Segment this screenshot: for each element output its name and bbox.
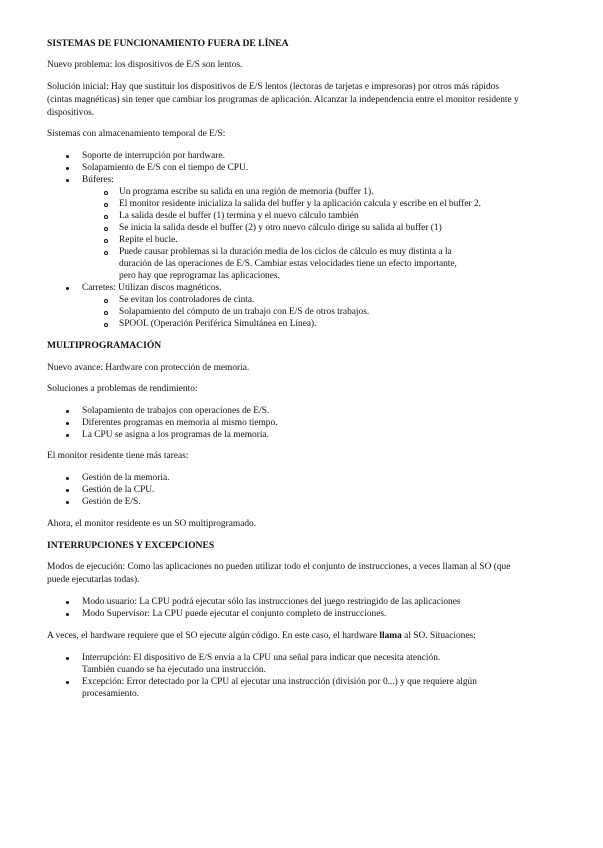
section-title-multiprogramming: MULTIPROGRAMACIÓN: [47, 340, 162, 351]
list-item: La CPU se asigna a los programas de la memoria.: [82, 430, 269, 440]
sub-bullet-circle: [104, 227, 108, 231]
list-item: Soporte de interrupción por hardware.: [82, 151, 225, 161]
bullet-dot: [66, 422, 69, 425]
list-item: Diferentes programas en memoria al mismo tiempo.: [82, 418, 278, 428]
bullet-dot: [66, 287, 69, 290]
list-item: Interrupción: El dispositivo de E/S envía a la CPU una señal para indicar que necesita atención.: [82, 653, 441, 663]
paragraph: Sistemas con almacenamiento temporal de E/S:: [47, 129, 226, 139]
list-item: Modo Supervisor: La CPU puede ejecutar el conjunto completo de instrucciones.: [82, 609, 387, 619]
emphasis-text: llama: [379, 631, 402, 641]
sub-list-item: Puede causar problemas si la duración media de los ciclos de cálculo es muy distinta a la: [119, 247, 452, 257]
bullet-dot: [66, 501, 69, 504]
bullet-dot: [66, 681, 69, 684]
bullet-dot: [66, 155, 69, 158]
bullet-dot: [66, 410, 69, 413]
sub-list-item: Se inicia la salida desde el buffer (2) y otro nuevo cálculo dirige su salida al buffer (1): [119, 223, 442, 233]
sub-bullet-circle: [104, 203, 108, 207]
bullet-dot: [66, 477, 69, 480]
sub-bullet-circle: [104, 299, 108, 303]
sub-list-item: Solapamiento del cómputo de un trabajo con E/S de otros trabajos.: [119, 307, 370, 317]
sub-bullet-circle: [104, 239, 108, 243]
list-item: Búferes:: [82, 175, 114, 185]
sub-list-item: SPOOL (Operación Periférica Simultánea en Línea).: [119, 319, 317, 329]
paragraph: El monitor residente tiene más tareas:: [47, 451, 189, 461]
sub-bullet-circle: [104, 191, 108, 195]
sub-list-item: Repite el bucle.: [119, 235, 178, 245]
bullet-dot: [66, 489, 69, 492]
sub-list-item: El monitor residente inicializa la salida del buffer y la aplicación calcula y escribe en el buffer 2.: [119, 199, 481, 209]
section-title-interrupts: INTERRUPCIONES Y EXCEPCIONES: [47, 540, 215, 551]
list-item: Gestión de E/S.: [82, 497, 141, 507]
bullet-dot: [66, 434, 69, 437]
sub-list-item: Un programa escribe su salida en una región de memoria (buffer 1).: [119, 187, 374, 197]
paragraph: Soluciones a problemas de rendimiento:: [47, 384, 198, 394]
list-item: Solapamiento de trabajos con operaciones de E/S.: [82, 406, 270, 416]
paragraph-text: A veces, el hardware requiere que el SO ejecute algún código. En este caso, el hardware: [47, 631, 380, 641]
paragraph-line: dispositivos.: [47, 108, 95, 118]
sub-bullet-circle: [104, 323, 108, 327]
paragraph: Nuevo avance: Hardware con protección de memoria.: [47, 363, 250, 373]
sub-list-item-continuation: duración de las operaciones de E/S. Cambiar estas velocidades tiene un efecto importante,: [119, 259, 457, 269]
bullet-dot: [66, 167, 69, 170]
bullet-dot: [66, 613, 69, 616]
sub-list-item-continuation: pero hay que reprogramar las aplicaciones.: [119, 271, 280, 281]
bullet-dot: [66, 657, 69, 660]
list-item: Solapamiento de E/S con el tiempo de CPU.: [82, 163, 249, 173]
paragraph: Nuevo problema: los dispositivos de E/S son lentos.: [47, 60, 243, 70]
bullet-dot: [66, 179, 69, 182]
paragraph-text: al SO. Situaciones:: [401, 631, 476, 641]
paragraph: [47, 630, 567, 642]
sub-bullet-circle: [104, 311, 108, 315]
list-item-continuation: procesamiento.: [82, 689, 140, 699]
list-item: Carretes: Utilizan discos magnéticos.: [82, 283, 222, 293]
section-title-offline: SISTEMAS DE FUNCIONAMIENTO FUERA DE LÍNEA: [47, 38, 289, 49]
paragraph: Ahora, el monitor residente es un SO multiprogramado.: [47, 519, 257, 529]
list-item: Gestión de la memoria.: [82, 473, 170, 483]
paragraph-line: Modos de ejecución: Como las aplicaciones no pueden utilizar todo el conjunto de instrucciones, a veces llaman al SO (que: [47, 562, 511, 572]
sub-bullet-circle: [104, 251, 108, 255]
list-item-continuation: También cuando se ha ejecutado una instrucción.: [82, 665, 266, 675]
bullet-dot: [66, 601, 69, 604]
paragraph-line: (cintas magnéticas) sin tener que cambiar los programas de aplicación. Alcanzar la independencia entre el monitor residente y: [47, 95, 519, 105]
paragraph-line: Solución inicial: Hay que sustituir los dispositivos de E/S lentos (lectoras de tarjetas e impresoras) por otros más rápidos: [47, 82, 500, 92]
list-item: Modo usuario: La CPU podrá ejecutar sólo las instrucciones del juego restringido de las aplicaciones: [82, 597, 461, 607]
paragraph-line: puede ejecutarlas todas).: [47, 575, 140, 585]
sub-list-item: Se evitan los controladores de cinta.: [119, 295, 255, 305]
list-item: Gestión de la CPU.: [82, 485, 155, 495]
sub-list-item: La salida desde el buffer (1) termina y el nuevo cálculo también: [119, 211, 359, 221]
list-item: Excepción: Error detectado por la CPU al ejecutar una instrucción (división por 0...) y que requiere algún: [82, 677, 477, 687]
sub-bullet-circle: [104, 215, 108, 219]
